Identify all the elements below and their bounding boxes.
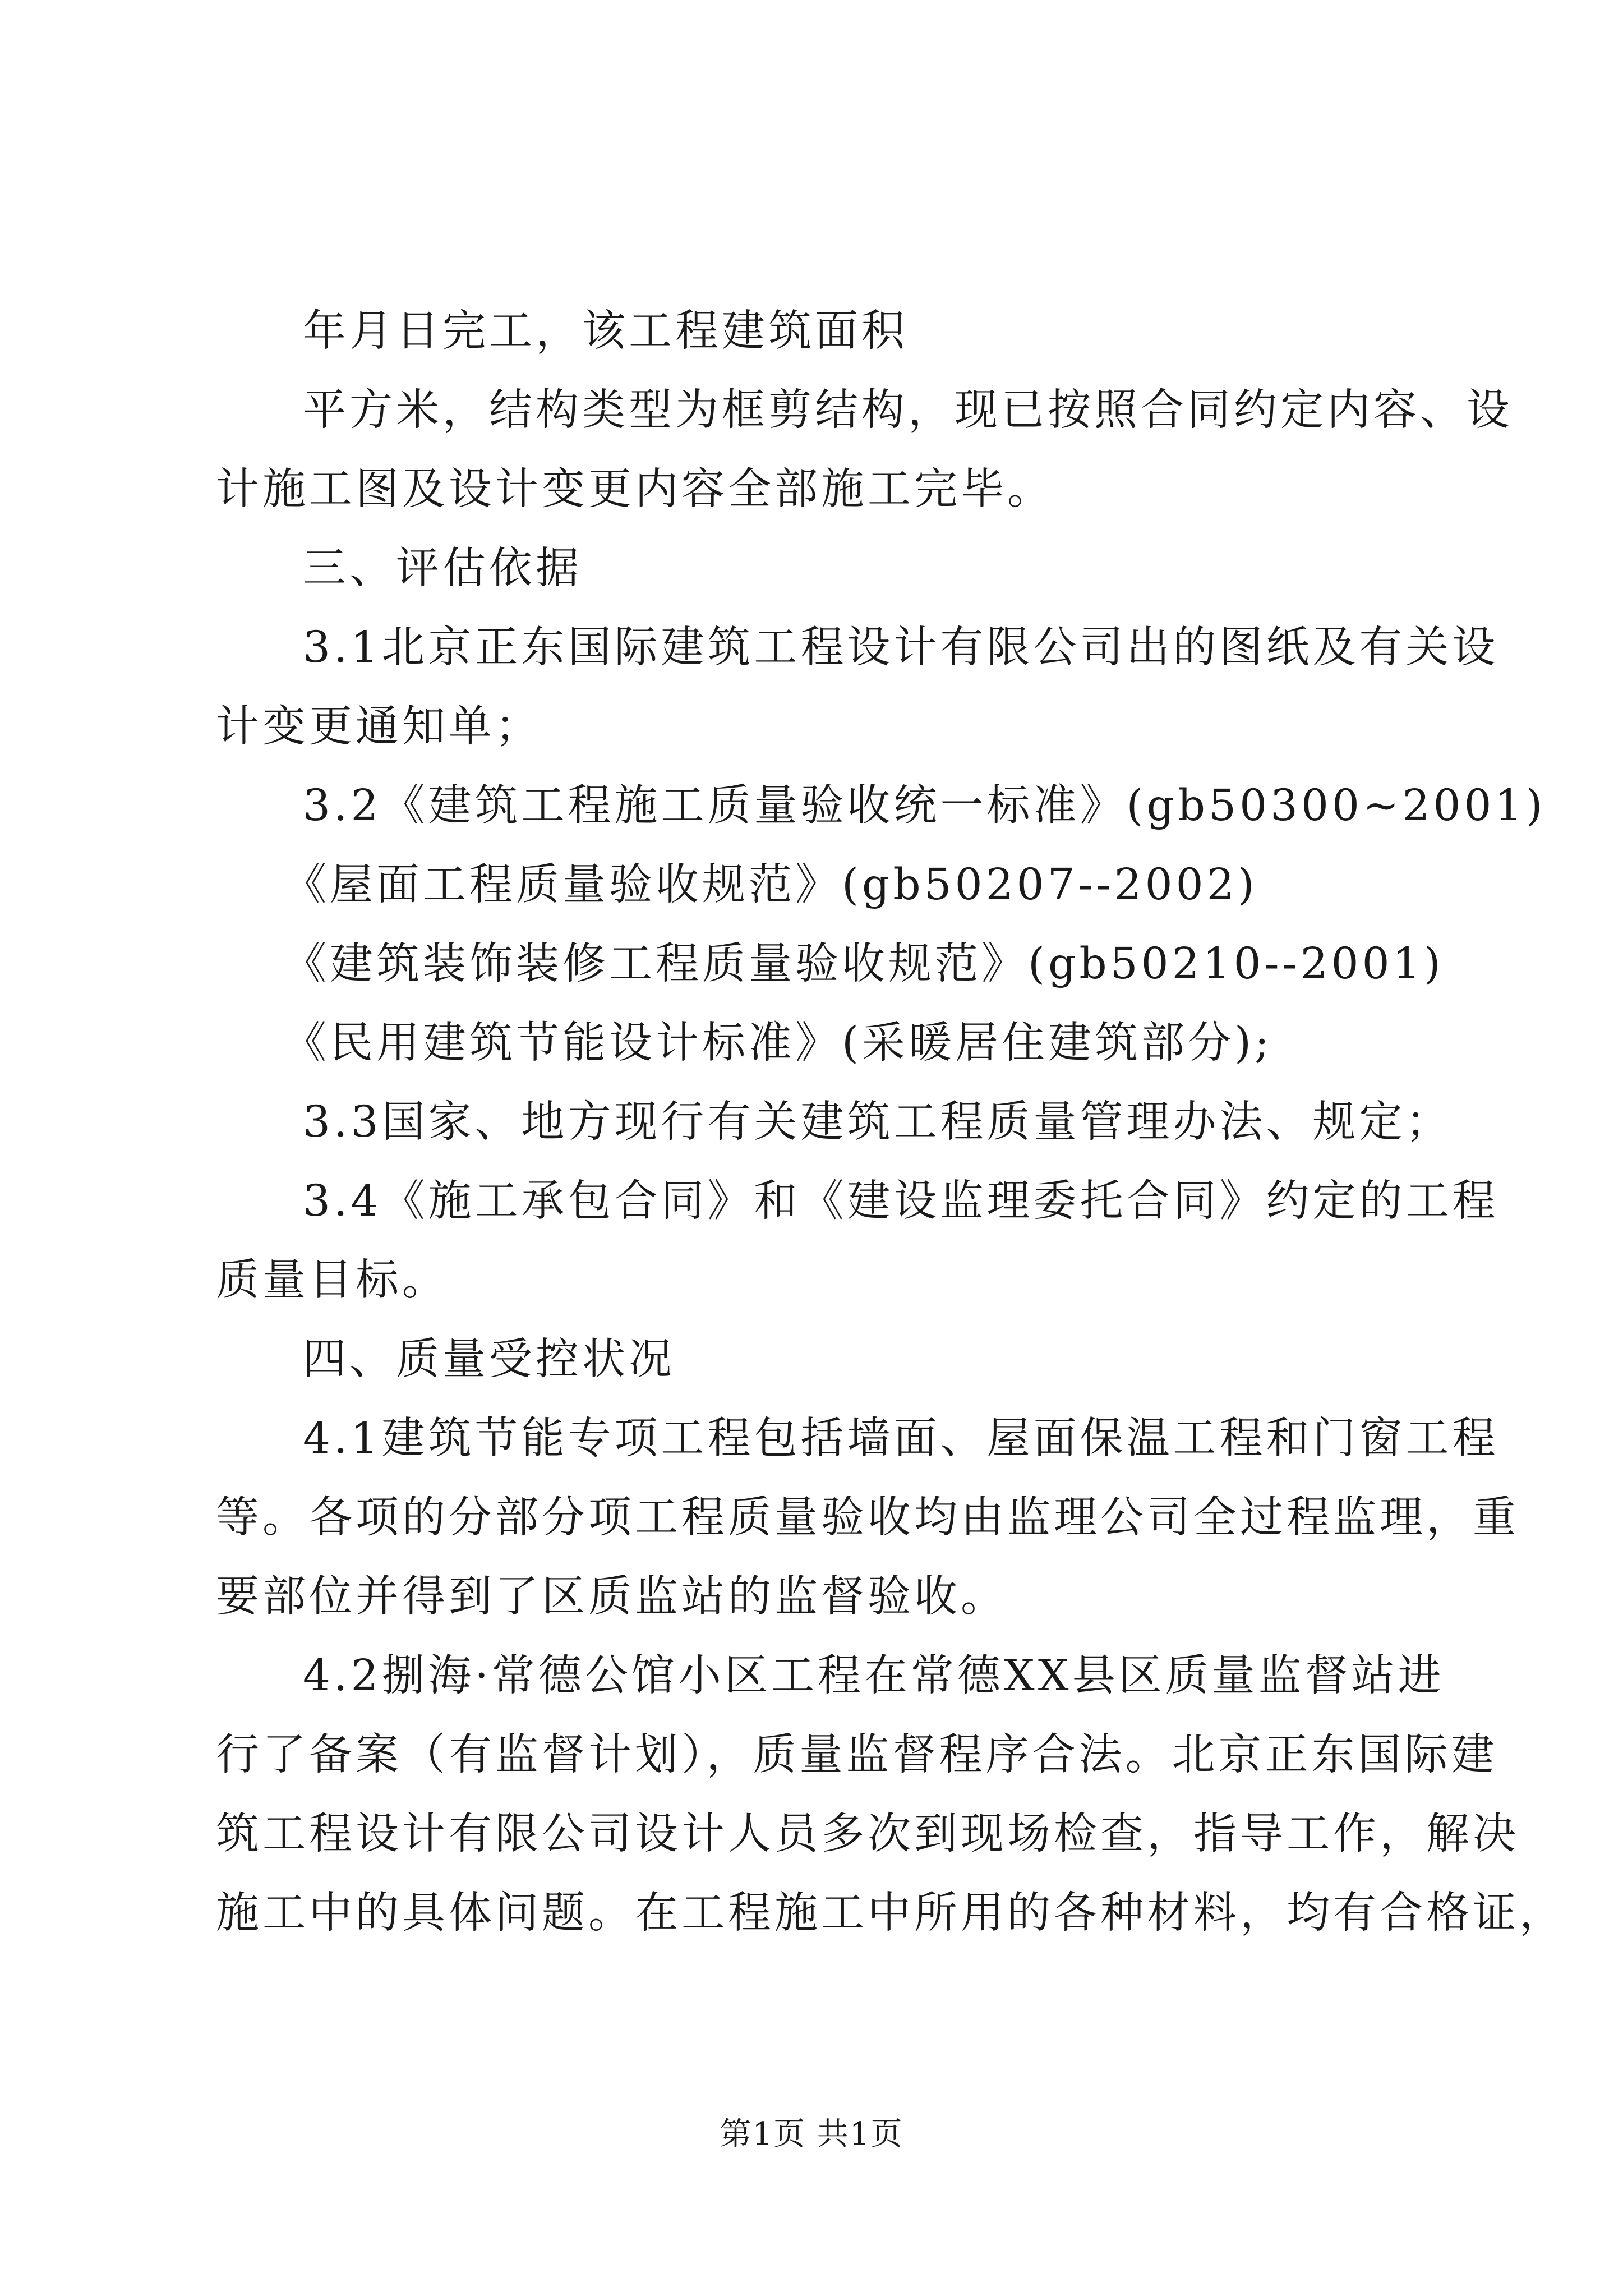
text-line: 《屋面工程质量验收规范》(gb50207--2002) <box>283 860 1258 910</box>
text-line: 筑工程设计有限公司设计人员多次到现场检查，指导工作，解决 <box>216 1809 1519 1859</box>
text-line: 3.3国家、地方现行有关建筑工程质量管理办法、规定； <box>303 1097 1453 1147</box>
section-heading: 四、质量受控状况 <box>303 1335 675 1384</box>
text-line: 计变更通知单； <box>216 702 542 752</box>
page-number-label: 第1页 共1页 <box>720 2116 903 2152</box>
text-line: 3.1北京正东国际建筑工程设计有限公司出的图纸及有关设 <box>303 623 1499 673</box>
text-line: 等。各项的分部分项工程质量验收均由监理公司全过程监理，重 <box>216 1493 1519 1543</box>
text-line: 4.2捌海·常德公馆小区工程在常德XX县区质量监督站进 <box>303 1651 1445 1701</box>
text-line: 质量目标。 <box>216 1255 449 1305</box>
text-line: 3.2《建筑工程施工质量验收统一标准》(gb50300~2001) <box>303 781 1546 831</box>
document-body <box>216 292 1566 1953</box>
text-line: 年月日完工，该工程建筑面积 <box>303 306 908 356</box>
text-line: 《建筑装饰装修工程质量验收规范》(gb50210--2001) <box>283 939 1444 989</box>
section-heading: 三、评估依据 <box>303 544 582 593</box>
text-line: 平方米，结构类型为框剪结构，现已按照合同约定内容、设 <box>303 385 1513 435</box>
text-line: 计施工图及设计变更内容全部施工完毕。 <box>216 464 1054 514</box>
text-line: 要部位并得到了区质监站的监督验收。 <box>216 1572 1007 1622</box>
page-footer <box>0 2112 1623 2157</box>
text-line: 施工中的具体问题。在工程施工中所用的各种材料，均有合格证， <box>216 1888 1566 1938</box>
text-line: 3.4《施工承包合同》和《建设监理委托合同》约定的工程 <box>303 1176 1499 1226</box>
text-line: 《民用建筑节能设计标准》(采暖居住建筑部分); <box>283 1018 1273 1068</box>
text-line: 4.1建筑节能专项工程包括墙面、屋面保温工程和门窗工程 <box>303 1414 1499 1464</box>
text-line: 行了备案（有监督计划），质量监督程序合法。北京正东国际建 <box>216 1730 1498 1780</box>
